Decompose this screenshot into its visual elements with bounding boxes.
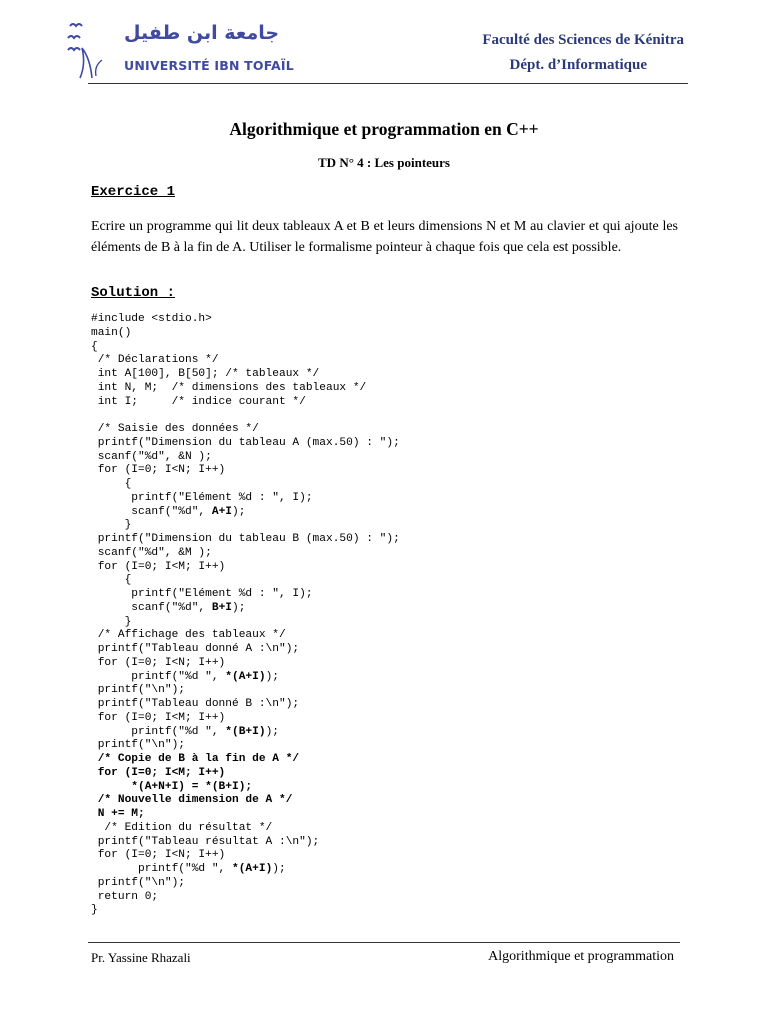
code-line: printf("Tableau donné B :\n");	[91, 698, 300, 710]
code-line: for (I=0; I<N; I++)	[91, 849, 226, 862]
code-line: for (I=0; I<M; I++)	[91, 766, 226, 779]
footer-course: Algorithmique et programmation	[488, 949, 674, 964]
code-line: printf("\n");	[91, 876, 185, 889]
code-line: }	[91, 519, 132, 532]
code-line: printf("%d ", *(A+I));	[91, 863, 286, 875]
department-name: Dépt. d’Informatique	[509, 57, 647, 73]
code-line: *(A+N+I) = *(B+I);	[91, 780, 253, 793]
code-line: {	[91, 340, 98, 353]
code-line: printf("%d ", *(B+I));	[91, 725, 280, 738]
code-line: {	[91, 478, 132, 490]
university-emblem-icon	[60, 18, 120, 80]
code-line: printf("Dimension du tableau A (max.50) : ");	[91, 436, 400, 449]
logo-arabic-name: جامعة ابن طفيل	[124, 22, 280, 44]
code-line: printf("%d ", *(A+I));	[91, 670, 280, 683]
university-logo	[60, 18, 294, 80]
logo-latin-name: UNIVERSITÉ IBN TOFAÏL	[124, 58, 294, 73]
document-title: Algorithmique et programmation en C++	[229, 119, 539, 139]
code-line: scanf("%d", &M );	[91, 546, 212, 559]
code-line: /* Copie de B à la fin de A */	[91, 753, 300, 765]
code-block	[91, 313, 691, 918]
code-line: printf("\n");	[91, 739, 185, 752]
code-line: }	[91, 904, 98, 917]
code-line: int I; /* indice courant */	[91, 395, 306, 408]
code-line: printf("Tableau résultat A :\n");	[91, 835, 320, 848]
footer-divider	[88, 942, 680, 943]
code-line: /* Edition du résultat */	[91, 821, 273, 834]
code-line: #include <stdio.h>	[91, 313, 212, 325]
code-line: N += M;	[91, 808, 145, 820]
document-subtitle: TD N° 4 : Les pointeurs	[318, 155, 450, 170]
code-line: return 0;	[91, 890, 159, 903]
code-line: /* Déclarations */	[91, 354, 219, 367]
code-line: {	[91, 574, 132, 587]
code-line: main()	[91, 326, 132, 339]
code-line: /* Nouvelle dimension de A */	[91, 794, 293, 807]
faculty-name: Faculté des Sciences de Kénitra	[482, 32, 684, 48]
code-line	[91, 409, 691, 423]
code-line: printf("Tableau donné A :\n");	[91, 643, 300, 655]
code-line: /* Saisie des données */	[91, 423, 259, 435]
code-line: for (I=0; I<N; I++)	[91, 464, 226, 477]
code-line: scanf("%d", A+I);	[91, 505, 246, 518]
code-line: }	[91, 615, 132, 628]
code-line: for (I=0; I<N; I++)	[91, 656, 226, 669]
code-line: printf("Dimension du tableau B (max.50) : ");	[91, 533, 400, 545]
code-line: printf("Elément %d : ", I);	[91, 491, 313, 504]
code-line: scanf("%d", &N );	[91, 450, 212, 463]
header-divider	[88, 83, 688, 84]
code-line: printf("\n");	[91, 684, 185, 697]
code-line: int A[100], B[50]; /* tableaux */	[91, 368, 320, 380]
code-line: for (I=0; I<M; I++)	[91, 560, 226, 573]
exercise-heading: Exercice 1	[91, 184, 176, 200]
solution-heading: Solution :	[91, 285, 176, 301]
code-line: /* Affichage des tableaux */	[91, 629, 286, 642]
code-line: scanf("%d", B+I);	[91, 601, 246, 614]
code-line: printf("Elément %d : ", I);	[91, 588, 313, 600]
footer-author: Pr. Yassine Rhazali	[91, 950, 191, 965]
code-line: int N, M; /* dimensions des tableaux */	[91, 381, 367, 394]
code-line: for (I=0; I<M; I++)	[91, 711, 226, 724]
exercise-statement: Ecrire un programme qui lit deux tableaux A et B et leurs dimensions N et M au clavier et qui ajoute les éléments de B à la fin de A. Utiliser le formalisme pointeur à chaque fois que cela est possible.	[91, 219, 678, 255]
